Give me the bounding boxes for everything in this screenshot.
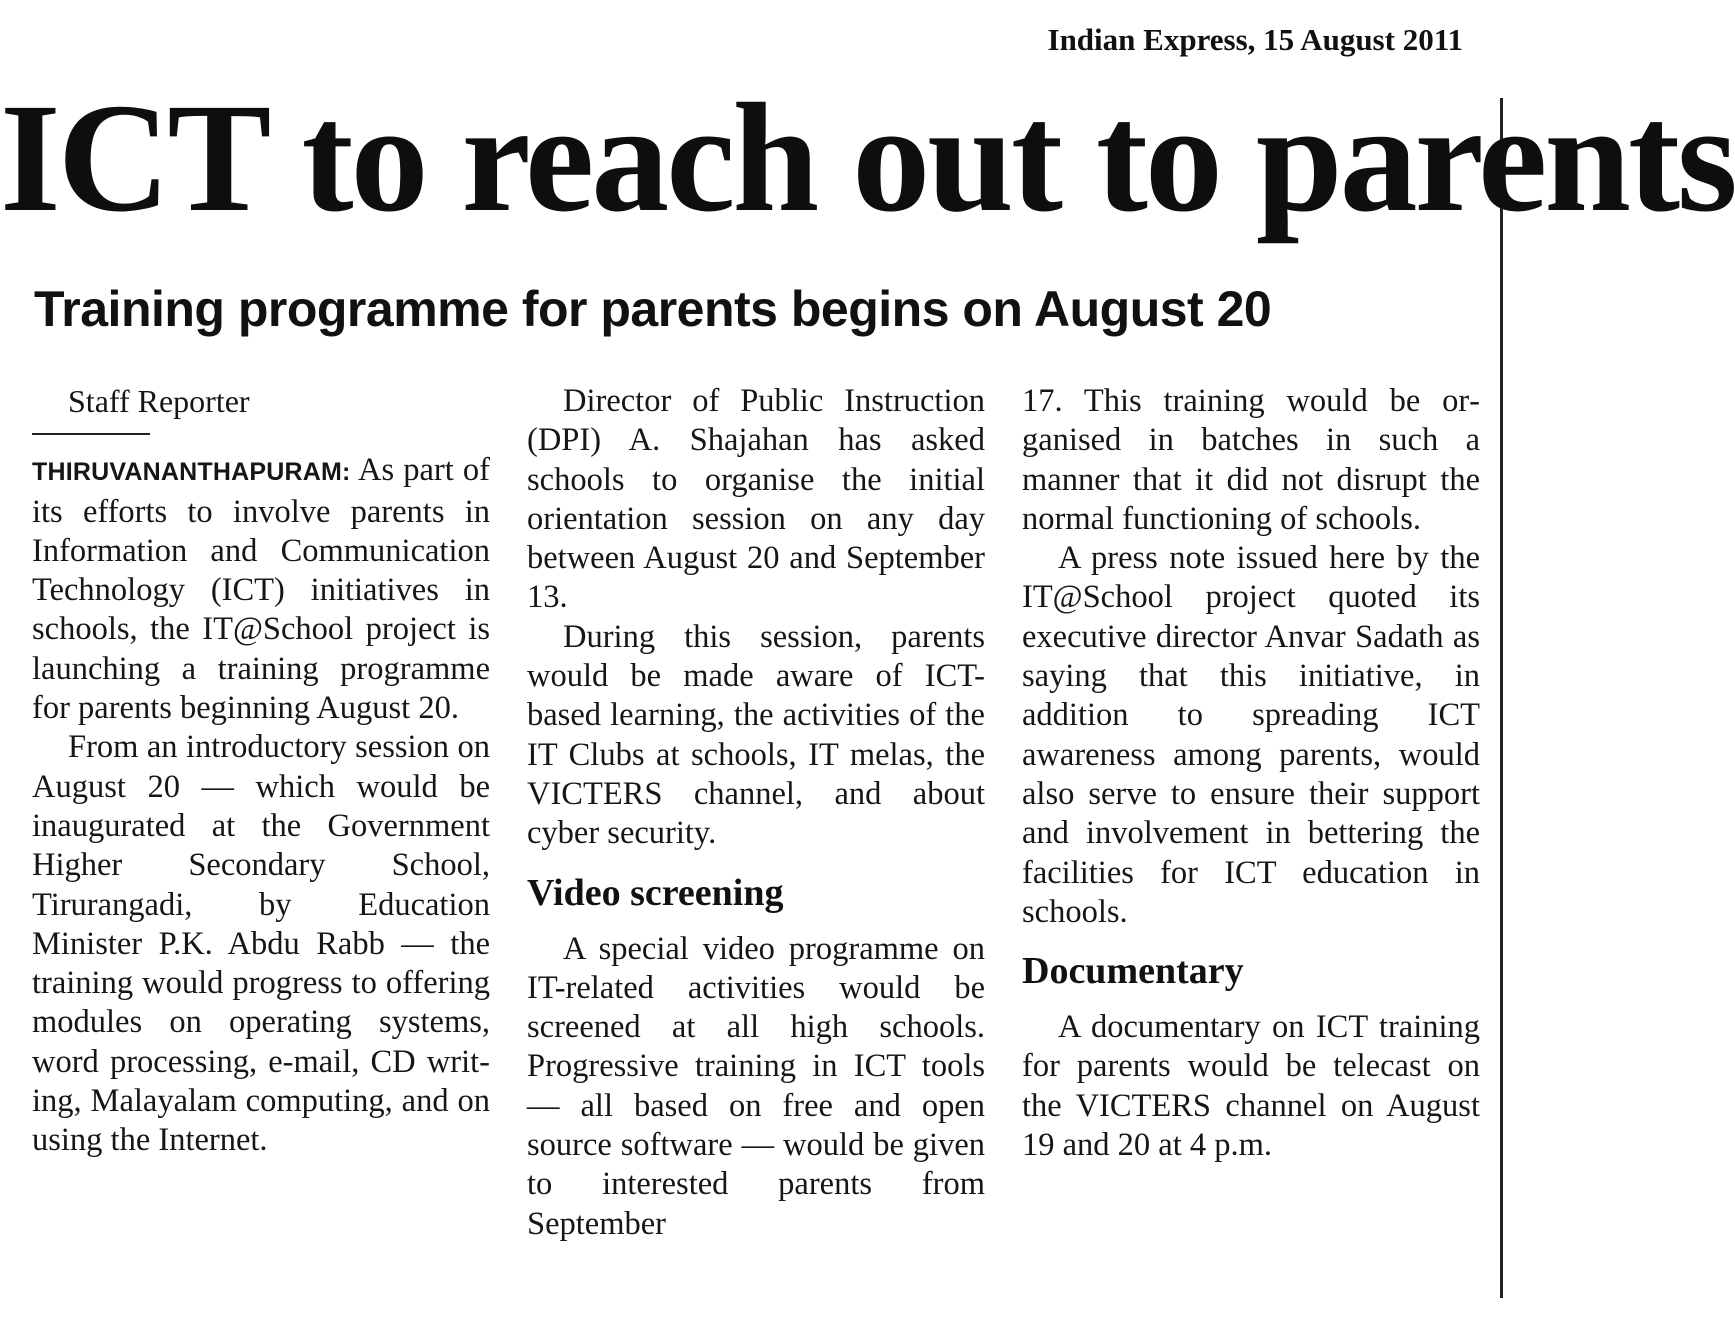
- byline: Staff Reporter: [68, 383, 250, 419]
- byline-rule: [32, 433, 150, 435]
- paragraph: During this session, parents would be made aware of ICT-based learning, the activities of the IT Clubs at schools, IT melas, the VICTERS channel, and about cyber security.: [527, 618, 985, 852]
- column-3: [1022, 382, 1480, 1244]
- paragraph-intro-text: As part of its efforts to involve parents in Information and Communication Technology (ICT) initiatives in schools, the IT@School project is launching a training programme for parents beginning August 20.: [32, 452, 490, 727]
- paragraph-continued: 17. This training would be organised in batches in such a manner that it did not disrupt the normal functioning of schools.: [1022, 383, 1480, 537]
- headline: ICT to reach out to parents: [0, 71, 1735, 244]
- paragraph-intro: [32, 451, 490, 728]
- paragraph: A documentary on ICT training for parents would be telecast on the VICTERS channel on August 19 and 20 at 4 p.m.: [1022, 1009, 1480, 1164]
- paragraph: Director of Public Instruction (DPI) A. Shajahan has asked schools to organise the initial orientation session on any day between August 20 and September 13.: [527, 383, 985, 616]
- section-heading-video-screening: Video screening: [527, 871, 784, 914]
- section-heading-documentary: Documentary: [1022, 950, 1244, 993]
- column-2: [527, 382, 985, 1244]
- paragraph: A special video programme on IT-related activities would be screened at all high schools. Progressive training in ICT tools — all based on free and open source software — would be given to interested parents from September: [527, 930, 985, 1242]
- dateline: THIRUVANANTHAPURAM:: [32, 458, 351, 487]
- column-1: [32, 382, 490, 1244]
- source-line: Indian Express, 15 August 2011: [1047, 22, 1463, 57]
- subheadline: Training programme for parents begins on August 20: [34, 281, 1272, 337]
- article-columns: [32, 382, 1480, 1244]
- column-edge-rule: [1500, 98, 1503, 1298]
- paragraph: A press note issued here by the IT@School project quoted its executive director Anvar Sadath as saying that this initiative, in addition to spreading ICT awareness among parents, would also serve to ensure their support and involvement in bettering the facilities for ICT education in schools.: [1022, 540, 1480, 930]
- paragraph: From an introductory session on August 20 — which would be inaugurated at the Government Higher Secondary School, Tirurangadi, by Education Minister P.K. Abdu Rabb — the training would progress to offering modules on operating systems, word processing, e-mail, CD writing, Malayalam computing, and on using the Internet.: [32, 729, 490, 1159]
